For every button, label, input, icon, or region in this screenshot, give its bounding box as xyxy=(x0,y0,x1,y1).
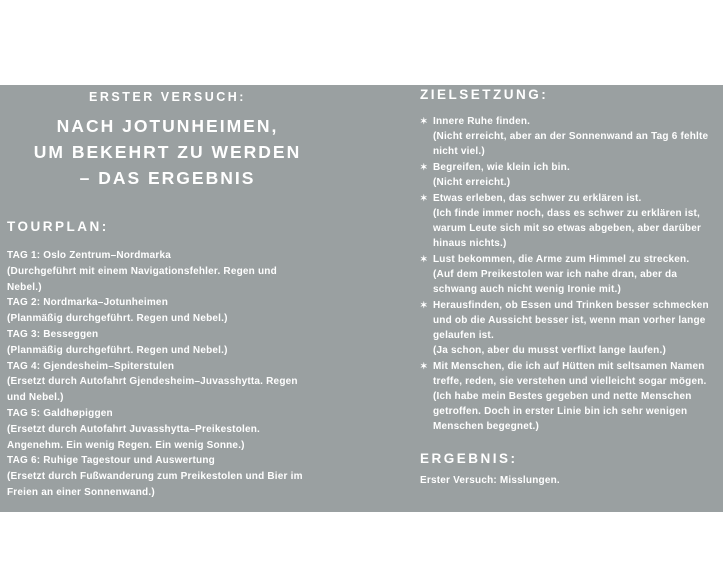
star-bullet-icon: ✶ xyxy=(420,193,428,203)
tour-day: TAG 5: Galdhøpiggen xyxy=(7,407,113,419)
tour-day: TAG 3: Besseggen xyxy=(7,328,99,340)
goal-text: Begreifen, wie klein ich bin. xyxy=(433,162,570,173)
goal-text: Lust bekommen, die Arme zum Himmel zu strecken. xyxy=(433,254,690,265)
goal-item xyxy=(420,160,720,190)
goals-section xyxy=(420,87,720,435)
tour-entry xyxy=(7,327,309,359)
tour-day: TAG 1: Oslo Zentrum–Nordmarka xyxy=(7,250,171,261)
ergebnis-heading: ERGEBNIS: xyxy=(420,451,518,466)
tour-entry xyxy=(7,248,309,295)
goal-item xyxy=(420,298,720,358)
goal-result: (Ich habe mein Bestes gegeben und nette Menschen getroffen. Doch in erster Linie bin ich sehr wenigen Menschen begegnet.) xyxy=(433,391,692,432)
page-kicker: ERSTER VERSUCH: xyxy=(89,90,246,104)
goal-result: (Ich finde immer noch, dass es schwer zu erklären ist, warum Leute sich mit so etwas abgeben, aber darüber hinaus nichts.) xyxy=(433,208,702,249)
tour-note: (Ersetzt durch Autofahrt Juvasshytta–Preikestolen. Angenehm. Ein wenig Regen. Ein wenig Sonne.) xyxy=(7,423,261,451)
goal-text: Mit Menschen, die ich auf Hütten mit seltsamen Namen treffe, reden, sie verstehen und vielleicht sogar mögen. xyxy=(433,361,707,387)
goal-item xyxy=(420,191,720,251)
tour-note: (Ersetzt durch Fußwanderung zum Preikestolen und Bier im Freien an einer Sonnenwand.) xyxy=(7,471,303,498)
star-bullet-icon: ✶ xyxy=(420,254,428,264)
tourplan-heading: TOURPLAN: xyxy=(7,219,109,234)
gray-panel xyxy=(0,85,723,512)
page-header xyxy=(0,90,335,191)
goal-result: (Nicht erreicht, aber an der Sonnenwand an Tag 6 fehlte nicht viel.) xyxy=(433,131,709,157)
goal-result: (Nicht erreicht.) xyxy=(433,177,511,188)
goal-text: Herausfinden, ob Essen und Trinken besser schmecken und ob die Aussicht besser ist, wenn man vorher lange gelaufen ist. xyxy=(433,300,709,341)
goal-item xyxy=(420,359,720,434)
goal-text: Etwas erleben, das schwer zu erklären ist. xyxy=(433,193,642,204)
ergebnis-text: Erster Versuch: Misslungen. xyxy=(420,475,560,486)
tourplan-list xyxy=(7,248,309,501)
star-bullet-icon: ✶ xyxy=(420,361,428,371)
tour-entry xyxy=(7,406,309,453)
page-title xyxy=(0,113,335,191)
tourplan-section xyxy=(7,219,309,501)
goal-item xyxy=(420,114,720,159)
goal-item xyxy=(420,252,720,297)
goal-result: (Auf dem Preikestolen war ich nahe dran, aber da schwang auch nicht wenig Ironie mit.) xyxy=(433,269,678,295)
tour-note: (Planmäßig durchgeführt. Regen und Nebel.) xyxy=(7,313,228,325)
tour-note: (Durchgeführt mit einem Navigationsfehler. Regen und Nebel.) xyxy=(7,265,277,293)
goals-list xyxy=(420,114,720,434)
tour-note: (Ersetzt durch Autofahrt Gjendesheim–Juvasshytta. Regen und Nebel.) xyxy=(7,376,298,404)
star-bullet-icon: ✶ xyxy=(420,162,428,172)
star-bullet-icon: ✶ xyxy=(420,300,428,310)
star-bullet-icon: ✶ xyxy=(420,116,428,126)
tour-entry xyxy=(7,295,309,327)
ergebnis-section xyxy=(420,451,720,486)
tour-entry xyxy=(7,453,309,500)
goals-heading: ZIELSETZUNG: xyxy=(420,87,549,102)
tour-day: TAG 2: Nordmarka–Jotunheimen xyxy=(7,297,169,309)
tour-day: TAG 6: Ruhige Tagestour und Auswertung xyxy=(7,455,215,467)
page-title-line: – DAS ERGEBNIS xyxy=(79,168,256,188)
page-title-line: UM BEKEHRT ZU WERDEN xyxy=(33,142,302,162)
tour-day: TAG 4: Gjendesheim–Spiterstulen xyxy=(7,360,175,372)
tour-note: (Planmäßig durchgeführt. Regen und Nebel.) xyxy=(7,344,228,356)
goal-result: (Ja schon, aber du musst verflixt lange laufen.) xyxy=(433,345,666,356)
goal-text: Innere Ruhe finden. xyxy=(433,116,531,127)
tour-entry xyxy=(7,359,309,406)
page-title-line: NACH JOTUNHEIMEN, xyxy=(56,116,279,136)
